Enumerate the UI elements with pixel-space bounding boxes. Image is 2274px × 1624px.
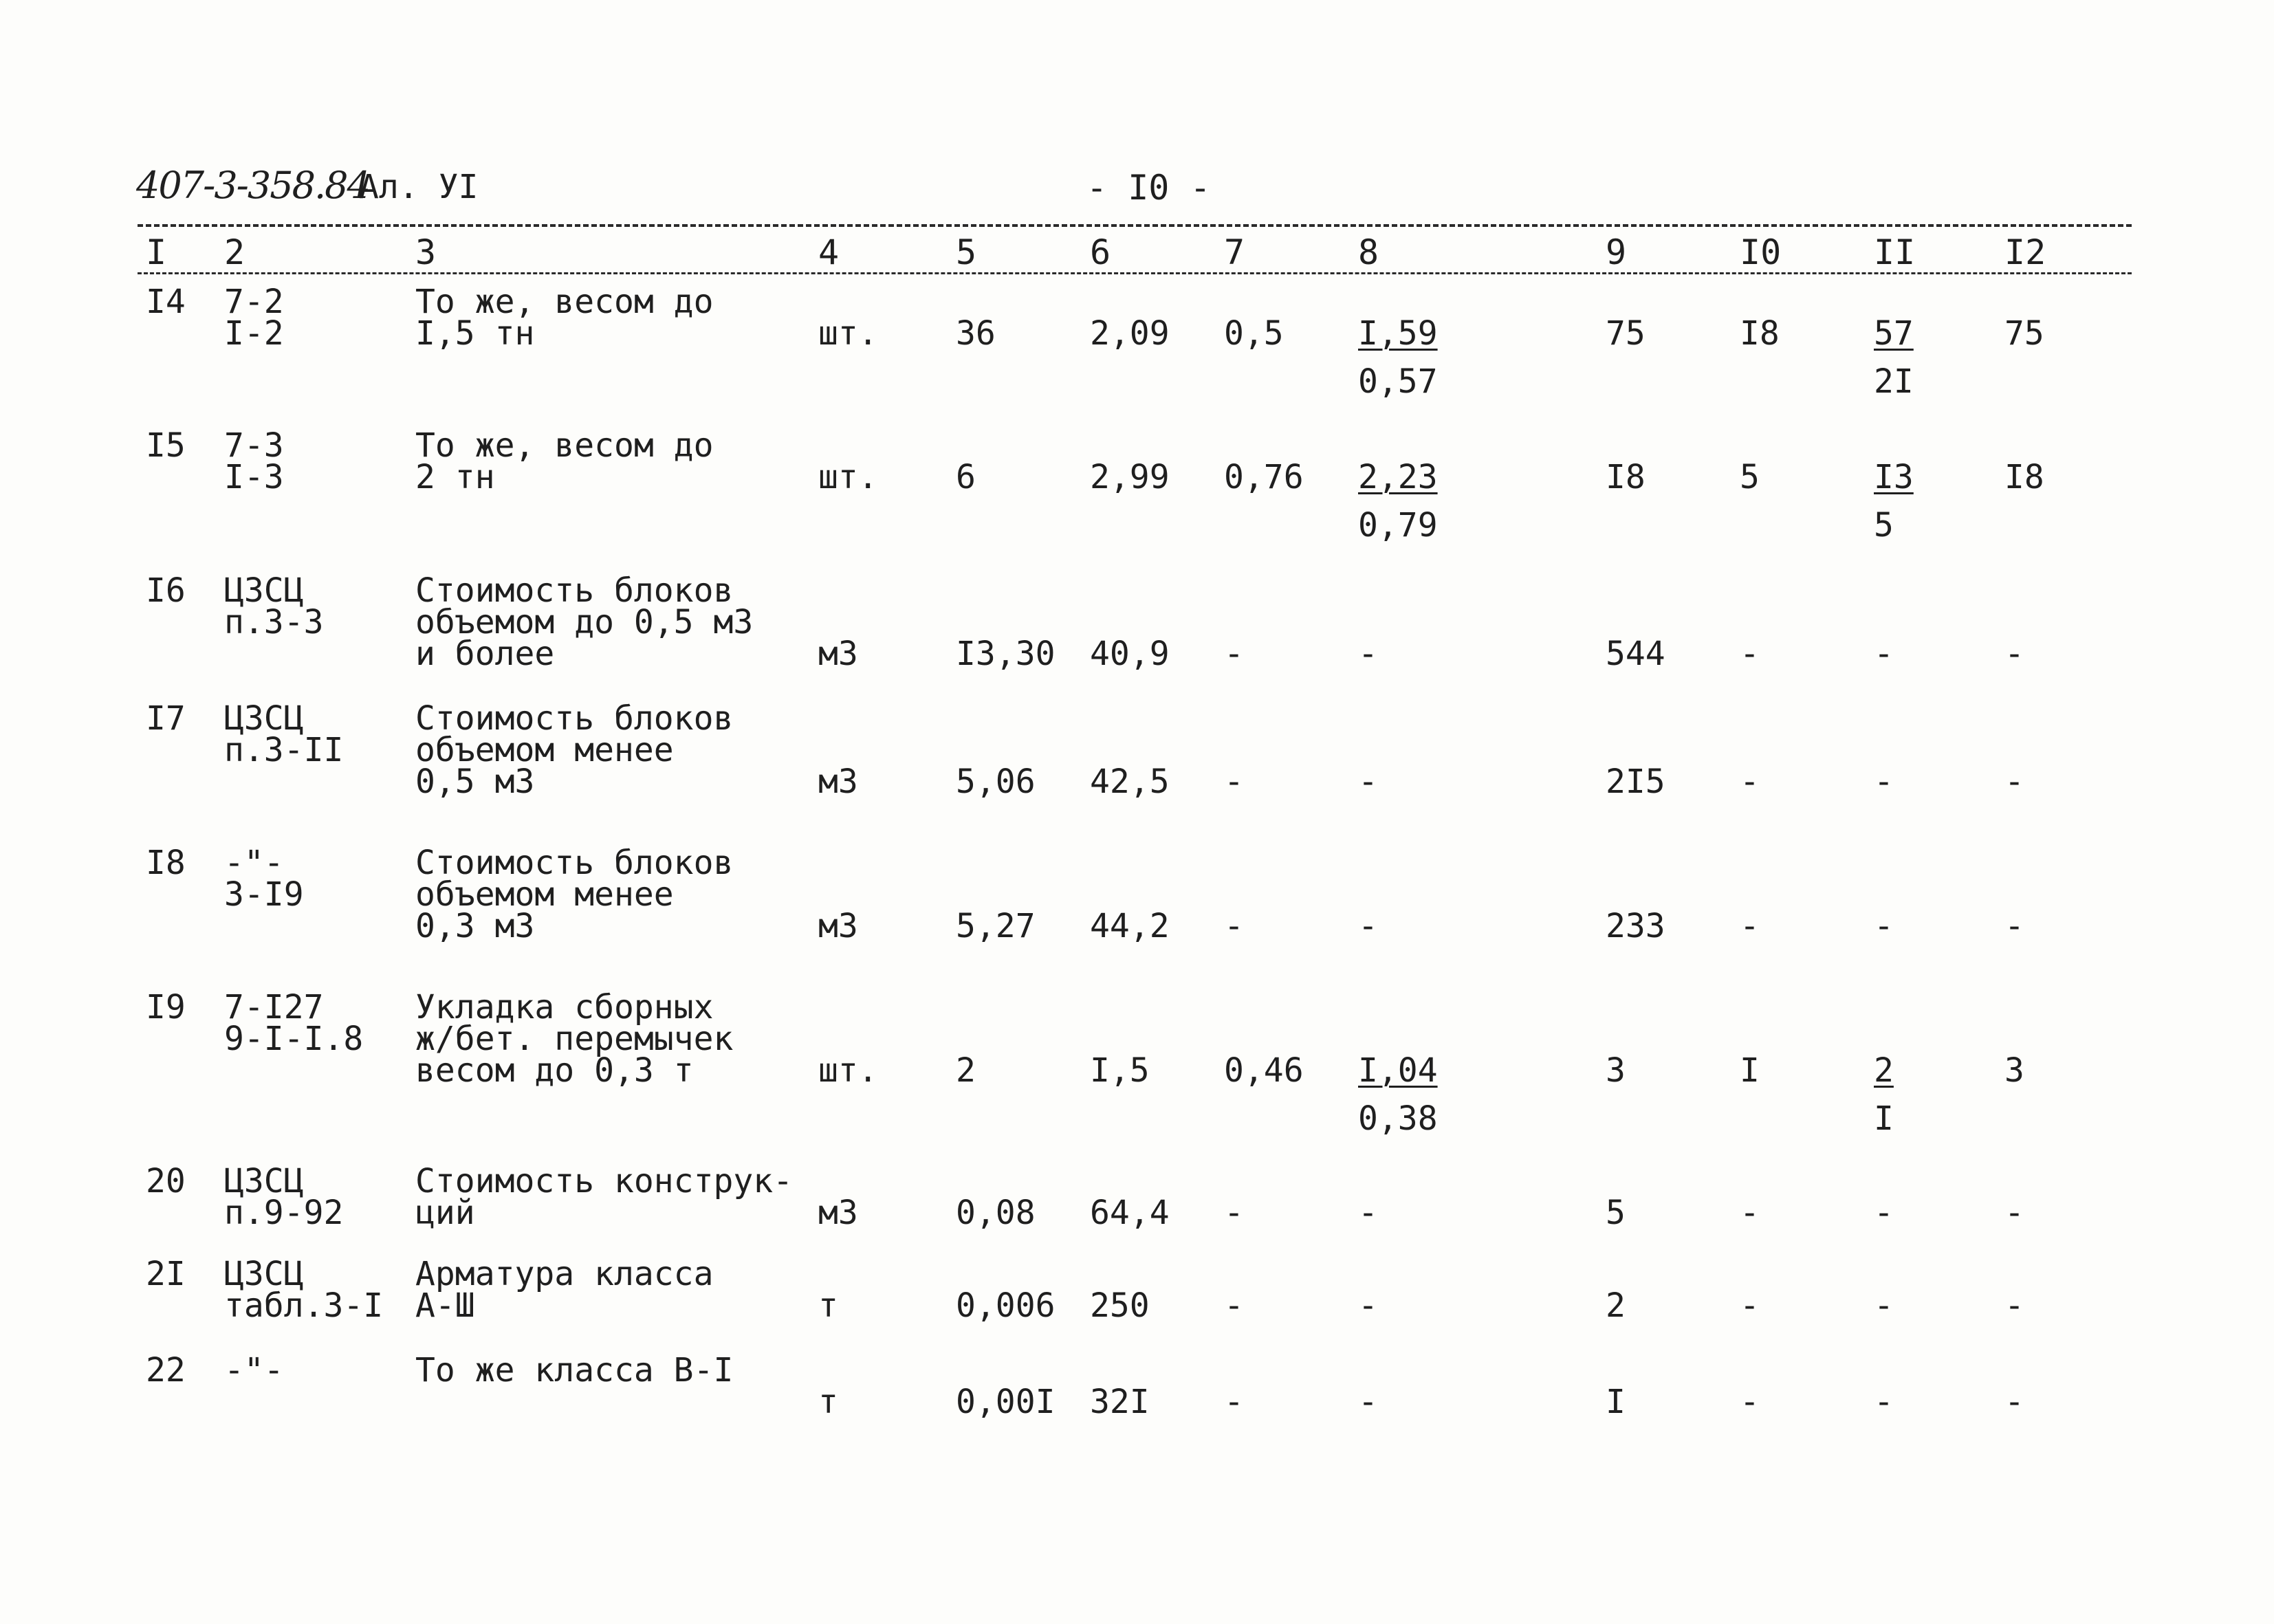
work-description: объемом до 0,5 м3 [415, 603, 754, 641]
column-12-cell: - [2004, 1194, 2024, 1232]
column-10-cell: I8 [1740, 314, 1780, 353]
column-11-cell: - [1874, 635, 1894, 673]
table-top-rule [138, 224, 2132, 227]
reference-code: I-3 [224, 458, 284, 496]
unit-cell: шт. [818, 458, 878, 496]
column-7-cell: - [1224, 907, 1244, 945]
reference-code: 3-I9 [224, 875, 304, 914]
reference-code: 9-I-I.8 [224, 1020, 364, 1058]
work-description: Стоимость блоков [415, 571, 734, 610]
column-10-cell: - [1740, 762, 1760, 801]
work-description: Стоимость конструк- [415, 1162, 794, 1200]
column-header: 4 [818, 232, 840, 272]
unit-price-cell: 44,2 [1090, 907, 1170, 945]
column-8-sub-cell: 0,38 [1358, 1099, 1438, 1138]
total-cost-cell: 2I5 [1606, 762, 1665, 801]
quantity-cell: 36 [956, 314, 996, 353]
header-rule [138, 272, 2132, 274]
work-description: объемом менее [415, 731, 674, 769]
column-8-cell: - [1358, 1194, 1378, 1232]
column-header: I2 [2004, 232, 2046, 272]
unit-price-cell: 2,99 [1090, 458, 1170, 496]
column-8-cell: - [1358, 762, 1378, 801]
column-8-cell: - [1358, 635, 1378, 673]
work-description: То же класса В-I [415, 1351, 734, 1390]
column-10-cell: - [1740, 635, 1760, 673]
unit-price-cell: 250 [1090, 1286, 1150, 1325]
total-cost-cell: 233 [1606, 907, 1665, 945]
column-header: II [1874, 232, 1916, 272]
total-cost-cell: 544 [1606, 635, 1665, 673]
work-description: 2 тн [415, 458, 495, 496]
column-8-cell: I,59 [1358, 314, 1438, 353]
total-cost-cell: 2 [1606, 1286, 1626, 1325]
column-8-cell: - [1358, 1286, 1378, 1325]
reference-code: 7-2 [224, 283, 284, 321]
column-7-cell: - [1224, 1286, 1244, 1325]
column-10-cell: - [1740, 1383, 1760, 1421]
column-header: 7 [1224, 232, 1245, 272]
column-11-sub-cell: I [1874, 1099, 1894, 1138]
unit-cell: шт. [818, 314, 878, 353]
column-7-cell: 0,46 [1224, 1051, 1304, 1090]
work-description: 0,5 м3 [415, 762, 535, 801]
column-11-cell: - [1874, 762, 1894, 801]
reference-code: п.9-92 [224, 1194, 344, 1232]
column-11-sub-cell: 5 [1874, 506, 1894, 545]
unit-price-cell: 64,4 [1090, 1194, 1170, 1232]
unit-cell: м3 [818, 762, 858, 801]
row-number: I9 [146, 988, 186, 1027]
row-number: 20 [146, 1162, 186, 1200]
column-header: I0 [1740, 232, 1782, 272]
unit-cell: шт. [818, 1051, 878, 1090]
unit-cell: м3 [818, 907, 858, 945]
work-description: Арматура класса [415, 1255, 714, 1293]
reference-code: -"- [224, 844, 284, 882]
work-description: Укладка сборных [415, 988, 714, 1027]
work-description: Стоимость блоков [415, 699, 734, 738]
unit-cell: м3 [818, 635, 858, 673]
reference-code: ЦЗСЦ [224, 699, 304, 738]
column-12-cell: I8 [2004, 458, 2044, 496]
album-label: Ал. УI [359, 168, 479, 206]
work-description: А-Ш [415, 1286, 475, 1325]
column-11-cell: - [1874, 907, 1894, 945]
unit-price-cell: 42,5 [1090, 762, 1170, 801]
column-10-cell: - [1740, 1286, 1760, 1325]
work-description: объемом менее [415, 875, 674, 914]
unit-price-cell: 40,9 [1090, 635, 1170, 673]
work-description: ж/бет. перемычек [415, 1020, 734, 1058]
column-11-cell: - [1874, 1286, 1894, 1325]
work-description: ций [415, 1194, 475, 1232]
work-description: То же, весом до [415, 283, 714, 321]
column-8-cell: - [1358, 1383, 1378, 1421]
column-header: 5 [956, 232, 977, 272]
column-8-cell: I,04 [1358, 1051, 1438, 1090]
reference-code: 7-I27 [224, 988, 324, 1027]
unit-cell: т [818, 1286, 838, 1325]
unit-price-cell: 32I [1090, 1383, 1150, 1421]
quantity-cell: 2 [956, 1051, 976, 1090]
reference-code: табл.3-I [224, 1286, 384, 1325]
quantity-cell: 0,006 [956, 1286, 1056, 1325]
column-header: 2 [224, 232, 245, 272]
column-header: 3 [415, 232, 437, 272]
total-cost-cell: 75 [1606, 314, 1646, 353]
work-description: весом до 0,3 т [415, 1051, 694, 1090]
work-description: То же, весом до [415, 426, 714, 465]
column-10-cell: - [1740, 1194, 1760, 1232]
column-header: 6 [1090, 232, 1111, 272]
work-description: Стоимость блоков [415, 844, 734, 882]
quantity-cell: 0,00I [956, 1383, 1056, 1421]
work-description: I,5 тн [415, 314, 535, 353]
column-header: I [146, 232, 167, 272]
column-12-cell: - [2004, 1286, 2024, 1325]
row-number: I6 [146, 571, 186, 610]
quantity-cell: 0,08 [956, 1194, 1036, 1232]
column-12-cell: - [2004, 635, 2024, 673]
row-number: I7 [146, 699, 186, 738]
column-7-cell: - [1224, 635, 1244, 673]
column-12-cell: - [2004, 762, 2024, 801]
unit-price-cell: 2,09 [1090, 314, 1170, 353]
total-cost-cell: 3 [1606, 1051, 1626, 1090]
row-number: I5 [146, 426, 186, 465]
document-code: 407-3-358.84 [136, 164, 369, 207]
unit-cell: м3 [818, 1194, 858, 1232]
column-7-cell: 0,76 [1224, 458, 1304, 496]
column-8-cell: - [1358, 907, 1378, 945]
reference-code: ЦЗСЦ [224, 1162, 304, 1200]
unit-price-cell: I,5 [1090, 1051, 1150, 1090]
column-12-cell: 3 [2004, 1051, 2024, 1090]
column-8-sub-cell: 0,79 [1358, 506, 1438, 545]
row-number: I8 [146, 844, 186, 882]
column-12-cell: - [2004, 907, 2024, 945]
reference-code: п.3-3 [224, 603, 324, 641]
column-11-cell: I3 [1874, 458, 1914, 496]
total-cost-cell: 5 [1606, 1194, 1626, 1232]
column-header: 9 [1606, 232, 1627, 272]
quantity-cell: I3,30 [956, 635, 1056, 673]
page-number: - I0 - [1086, 168, 1211, 208]
reference-code: ЦЗСЦ [224, 1255, 304, 1293]
quantity-cell: 5,27 [956, 907, 1036, 945]
quantity-cell: 5,06 [956, 762, 1036, 801]
column-11-cell: - [1874, 1383, 1894, 1421]
reference-code: ЦЗСЦ [224, 571, 304, 610]
column-12-cell: 75 [2004, 314, 2044, 353]
reference-code: I-2 [224, 314, 284, 353]
column-7-cell: - [1224, 762, 1244, 801]
column-7-cell: - [1224, 1383, 1244, 1421]
column-10-cell: 5 [1740, 458, 1760, 496]
column-11-cell: 2 [1874, 1051, 1894, 1090]
row-number: 2I [146, 1255, 186, 1293]
column-7-cell: - [1224, 1194, 1244, 1232]
work-description: и более [415, 635, 555, 673]
work-description: 0,3 м3 [415, 907, 535, 945]
column-7-cell: 0,5 [1224, 314, 1284, 353]
row-number: I4 [146, 283, 186, 321]
quantity-cell: 6 [956, 458, 976, 496]
reference-code: -"- [224, 1351, 284, 1390]
column-10-cell: - [1740, 907, 1760, 945]
column-10-cell: I [1740, 1051, 1760, 1090]
column-12-cell: - [2004, 1383, 2024, 1421]
total-cost-cell: I8 [1606, 458, 1646, 496]
column-11-cell: - [1874, 1194, 1894, 1232]
column-11-cell: 57 [1874, 314, 1914, 353]
column-8-sub-cell: 0,57 [1358, 362, 1438, 401]
unit-cell: т [818, 1383, 838, 1421]
column-8-cell: 2,23 [1358, 458, 1438, 496]
reference-code: 7-3 [224, 426, 284, 465]
reference-code: п.3-II [224, 731, 344, 769]
column-11-sub-cell: 2I [1874, 362, 1914, 401]
total-cost-cell: I [1606, 1383, 1626, 1421]
column-header: 8 [1358, 232, 1379, 272]
row-number: 22 [146, 1351, 186, 1390]
